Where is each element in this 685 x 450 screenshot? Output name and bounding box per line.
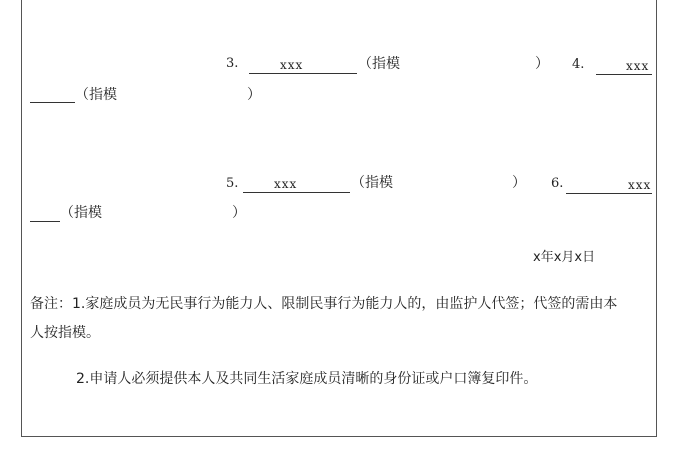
item-3-signature-field: xxx	[249, 56, 357, 74]
note-1-line-2: 人按指模。	[30, 325, 100, 341]
notes-label: 备注：	[30, 296, 72, 312]
item-5-fingerprint-close: ）	[512, 175, 526, 191]
date-line: x年x月x日	[533, 250, 596, 265]
item-4-fingerprint-open: （指模	[75, 87, 117, 103]
item-5-number: 5.	[226, 176, 239, 191]
item-5-fingerprint-open: （指模	[351, 175, 393, 191]
item-6-fingerprint-close: ）	[232, 205, 246, 221]
item-6-signature-field: xxx	[566, 176, 652, 194]
item-6-signature-field-continued	[30, 204, 60, 222]
note-1-line-1	[30, 295, 617, 313]
item-4-signature-field: xxx	[596, 57, 652, 75]
note-2: 2.申请人必须提供本人及共同生活家庭成员清晰的身份证或户口簿复印件。	[76, 371, 538, 387]
item-5-signature-field: xxx	[243, 175, 350, 193]
note-1-text: 1.家庭成员为无民事行为能力人、限制民事行为能力人的，由监护人代签；代签的需由本	[72, 296, 618, 312]
item-3-fingerprint-open: （指模	[358, 56, 400, 72]
item-3-number: 3.	[226, 56, 239, 71]
item-4-signature-field-continued	[30, 85, 75, 103]
item-6-fingerprint-open: （指模	[60, 205, 102, 221]
item-6-number: 6.	[551, 176, 564, 191]
item-4-number: 4.	[572, 57, 585, 72]
item-3-fingerprint-close: ）	[535, 56, 549, 72]
item-4-fingerprint-close: ）	[247, 87, 261, 103]
